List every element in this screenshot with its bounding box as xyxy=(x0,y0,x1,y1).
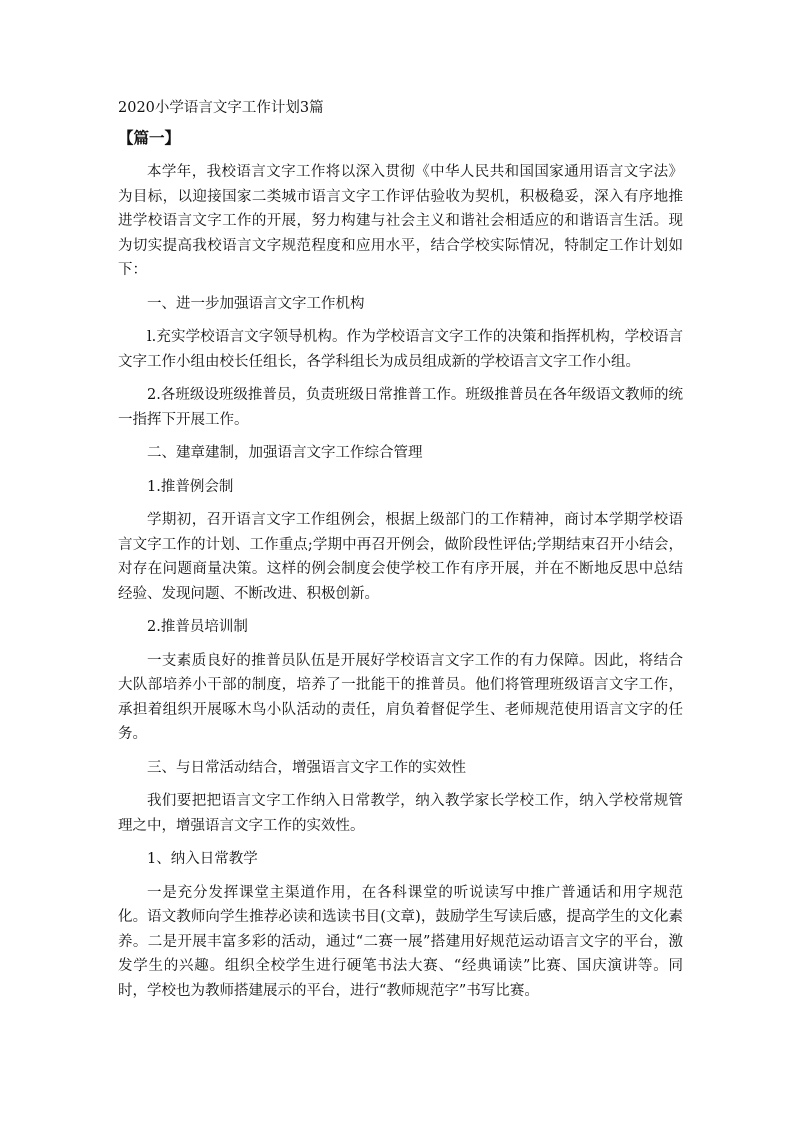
document-page xyxy=(118,96,683,1012)
paragraph-meeting-system: 学期初，召开语言文字工作组例会，根据上级部门的工作精神，商讨本学期学校语言文字工作的计划、工作重点;学期中再召开例会，做阶段性评估;学期结束召开小结会，对存在问题商量决策。这样的例会制度会使学校工作有序开展，并在不断地反思中总结经验、发现问题、不断改进、积极创新。 xyxy=(118,512,683,602)
heading-two: 二、建章建制，加强语言文字工作综合管理 xyxy=(147,445,423,461)
paragraph-training-system: 一支素质良好的推普员队伍是开展好学校语言文字工作的有力保障。因此，将结合大队部培养小干部的制度，培养了一批能干的推普员。他们将管理班级语言文字工作，承担着组织开展啄木鸟小队活动的责任，肩负着督促学生、老师规范使用语言文字的任务。 xyxy=(118,652,683,742)
paragraph-daily-teaching: 一是充分发挥课堂主渠道作用，在各科课堂的听说读写中推广普通话和用字规范化。语文教师向学生推荐必读和选读书目(文章)，鼓励学生写读后感，提高学生的文化素养。二是开展丰富多彩的活动，通过“二赛一展”搭建用好规范运动语言文字的平台，激发学生的兴趣。组织全校学生进行硬笔书法大赛、“经典诵读”比赛、国庆演讲等。同时，学校也为教师搭建展示的平台，进行“教师规范字”书写比赛。 xyxy=(118,884,683,999)
heading-three: 三、与日常活动结合，增强语言文字工作的实效性 xyxy=(147,759,466,776)
paragraph-class-promoters: 2.各班级设班级推普员，负责班级日常推普工作。班级推普员在各年级语文教师的统一指挥下开展工作。 xyxy=(118,387,683,428)
subheading-daily-teaching: 1、纳入日常教学 xyxy=(147,851,258,867)
subheading-meeting-system: 1.推普例会制 xyxy=(147,478,234,495)
document-title: 2020小学语言文字工作计划3篇 xyxy=(118,100,324,116)
subheading-training-system: 2.推普员培训制 xyxy=(147,619,248,635)
intro-paragraph: 本学年，我校语言文字工作将以深入贯彻《中华人民共和国国家通用语言文字法》为目标，以迎接国家二类城市语言文字工作评估验收为契机，积极稳妥，深入有序地推进学校语言文字工作的开展，努力构建与社会主义和谐社会相适应的和谐语言生活。现为切实提高我校语言文字规范程度和应用水平，结合学校实际情况，特制定工作计划如下： xyxy=(118,164,683,278)
heading-one: 一、进一步加强语言文字工作机构 xyxy=(147,295,365,312)
paragraph-leadership: l.充实学校语言文字领导机构。作为学校语言文字工作的决策和指挥机构，学校语言文字工作小组由校长任组长，各学科组长为成员组成新的学校语言文字工作小组。 xyxy=(118,329,683,370)
section-heading: 【篇一】 xyxy=(118,128,181,147)
paragraph-daily-integration: 我们要把把语言文字工作纳入日常教学，纳入教学家长学校工作，纳入学校常规管理之中，增强语言文字工作的实效性。 xyxy=(118,793,683,834)
